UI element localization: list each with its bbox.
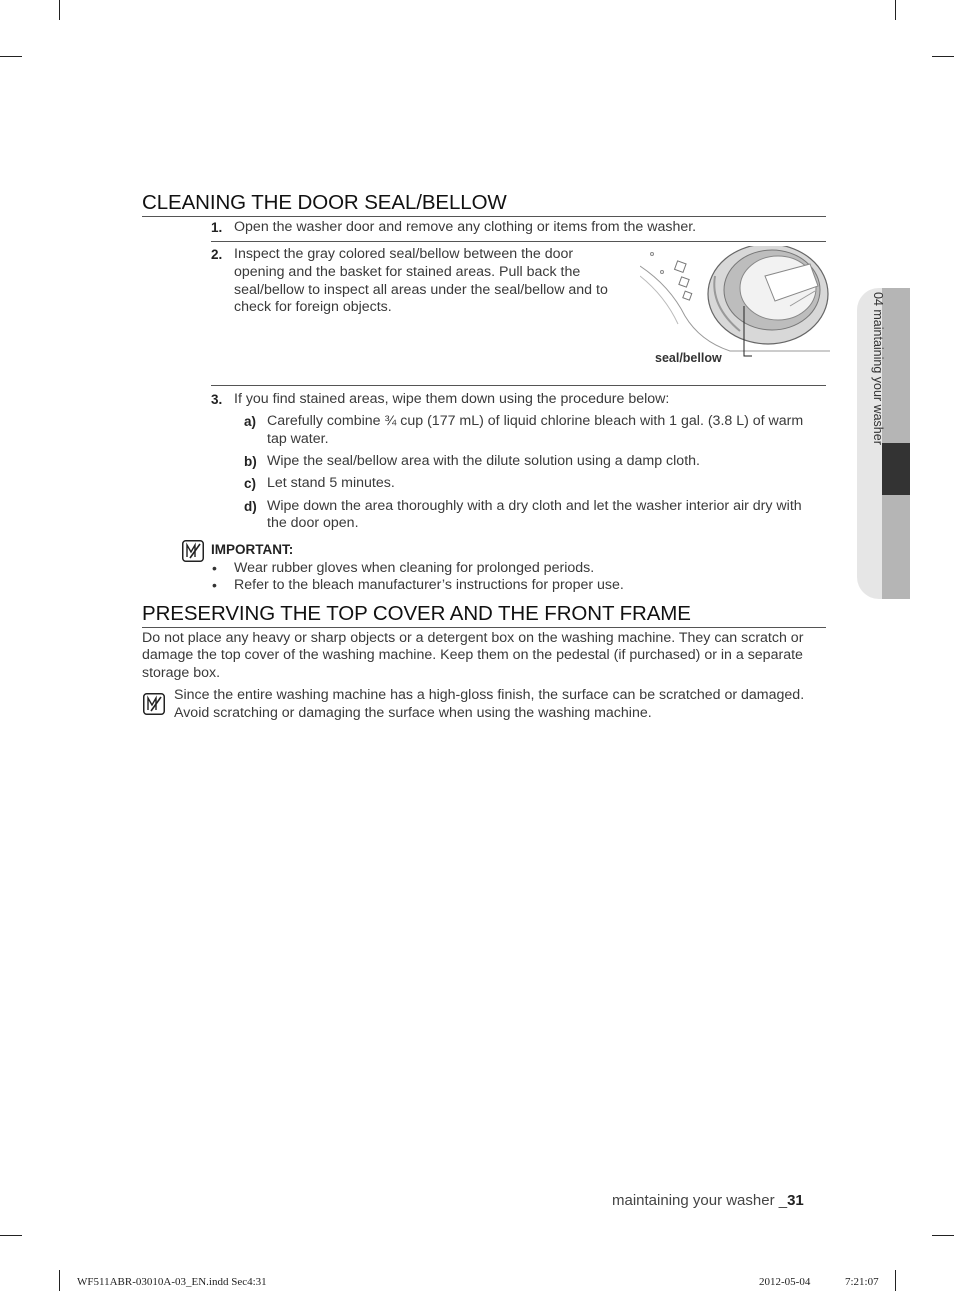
substep-label: b) [244, 454, 257, 469]
crop-mark [59, 0, 60, 20]
chapter-tab-label: 04 maintaining your washer [871, 292, 885, 445]
note-icon [182, 540, 204, 562]
step-text-line: Inspect the gray colored seal/bellow between the door [234, 246, 574, 262]
divider [211, 241, 826, 242]
crop-mark [59, 1270, 60, 1291]
step-text-line: opening and the basket for stained areas. Pull back the [234, 264, 581, 280]
substep-text-line: Carefully combine ¾ cup (177 mL) of liquid chlorine bleach with 1 gal. (3.8 L) of warm [267, 413, 804, 429]
step-number: 1. [211, 220, 223, 235]
note-text-line: Avoid scratching or damaging the surface when using the washing machine. [174, 705, 652, 721]
bullet-dot: • [212, 577, 217, 593]
substep-label: d) [244, 499, 257, 514]
note-text-line: Since the entire washing machine has a high-gloss finish, the surface can be scratched or damaged. [174, 687, 805, 703]
slug-date: 2012-05-04 [759, 1276, 811, 1288]
substep-text-line: Wipe down the area thoroughly with a dry cloth and let the washer interior air dry with [267, 498, 802, 514]
step-number: 3. [211, 392, 223, 407]
crop-mark [895, 0, 896, 20]
bullet-dot: • [212, 560, 217, 576]
section-title-preserving: PRESERVING THE TOP COVER AND THE FRONT FRAME [142, 603, 826, 628]
step-text: If you find stained areas, wipe them down using the procedure below: [234, 391, 670, 407]
substep-text-line: tap water. [267, 431, 329, 447]
substep-text-line: Let stand 5 minutes. [267, 475, 395, 491]
crop-mark [895, 1270, 896, 1291]
bullet-text: Wear rubber gloves when cleaning for prolonged periods. [234, 560, 595, 576]
footer-label: maintaining your washer _ [612, 1192, 788, 1209]
page-number: 31 [787, 1192, 804, 1209]
substep-text-line: the door open. [267, 515, 359, 531]
step-text-line: seal/bellow to inspect all areas under the seal/bellow and to [234, 282, 608, 298]
crop-mark [0, 1235, 22, 1236]
crop-mark [932, 1235, 954, 1236]
bullet-text: Refer to the bleach manufacturer’s instructions for proper use. [234, 577, 624, 593]
substep-label: a) [244, 414, 257, 429]
slug-file: WF511ABR-03010A-03_EN.indd Sec4:31 [77, 1276, 267, 1288]
important-label: IMPORTANT: [211, 542, 294, 557]
step-text: Open the washer door and remove any clothing or items from the washer. [234, 219, 697, 235]
step-text-line: check for foreign objects. [234, 299, 392, 315]
note-icon [143, 693, 165, 715]
paragraph-line: damage the top cover of the washing machine. Keep them on the pedestal (if purchased) or in a separate [142, 647, 803, 663]
step-number: 2. [211, 247, 223, 262]
chapter-tab-marker [882, 443, 910, 495]
substep-text-line: Wipe the seal/bellow area with the dilute solution using a damp cloth. [267, 453, 700, 469]
divider [211, 385, 826, 386]
page-footer [612, 1192, 804, 1209]
figure-label: seal/bellow [655, 351, 722, 365]
crop-mark [0, 56, 22, 57]
paragraph-line: Do not place any heavy or sharp objects or a detergent box on the washing machine. They can scratch or [142, 630, 804, 646]
section-title-cleaning: CLEANING THE DOOR SEAL/BELLOW [142, 192, 826, 217]
crop-mark [932, 56, 954, 57]
paragraph-line: storage box. [142, 665, 221, 681]
slug-time: 7:21:07 [845, 1276, 879, 1288]
substep-label: c) [244, 476, 257, 491]
